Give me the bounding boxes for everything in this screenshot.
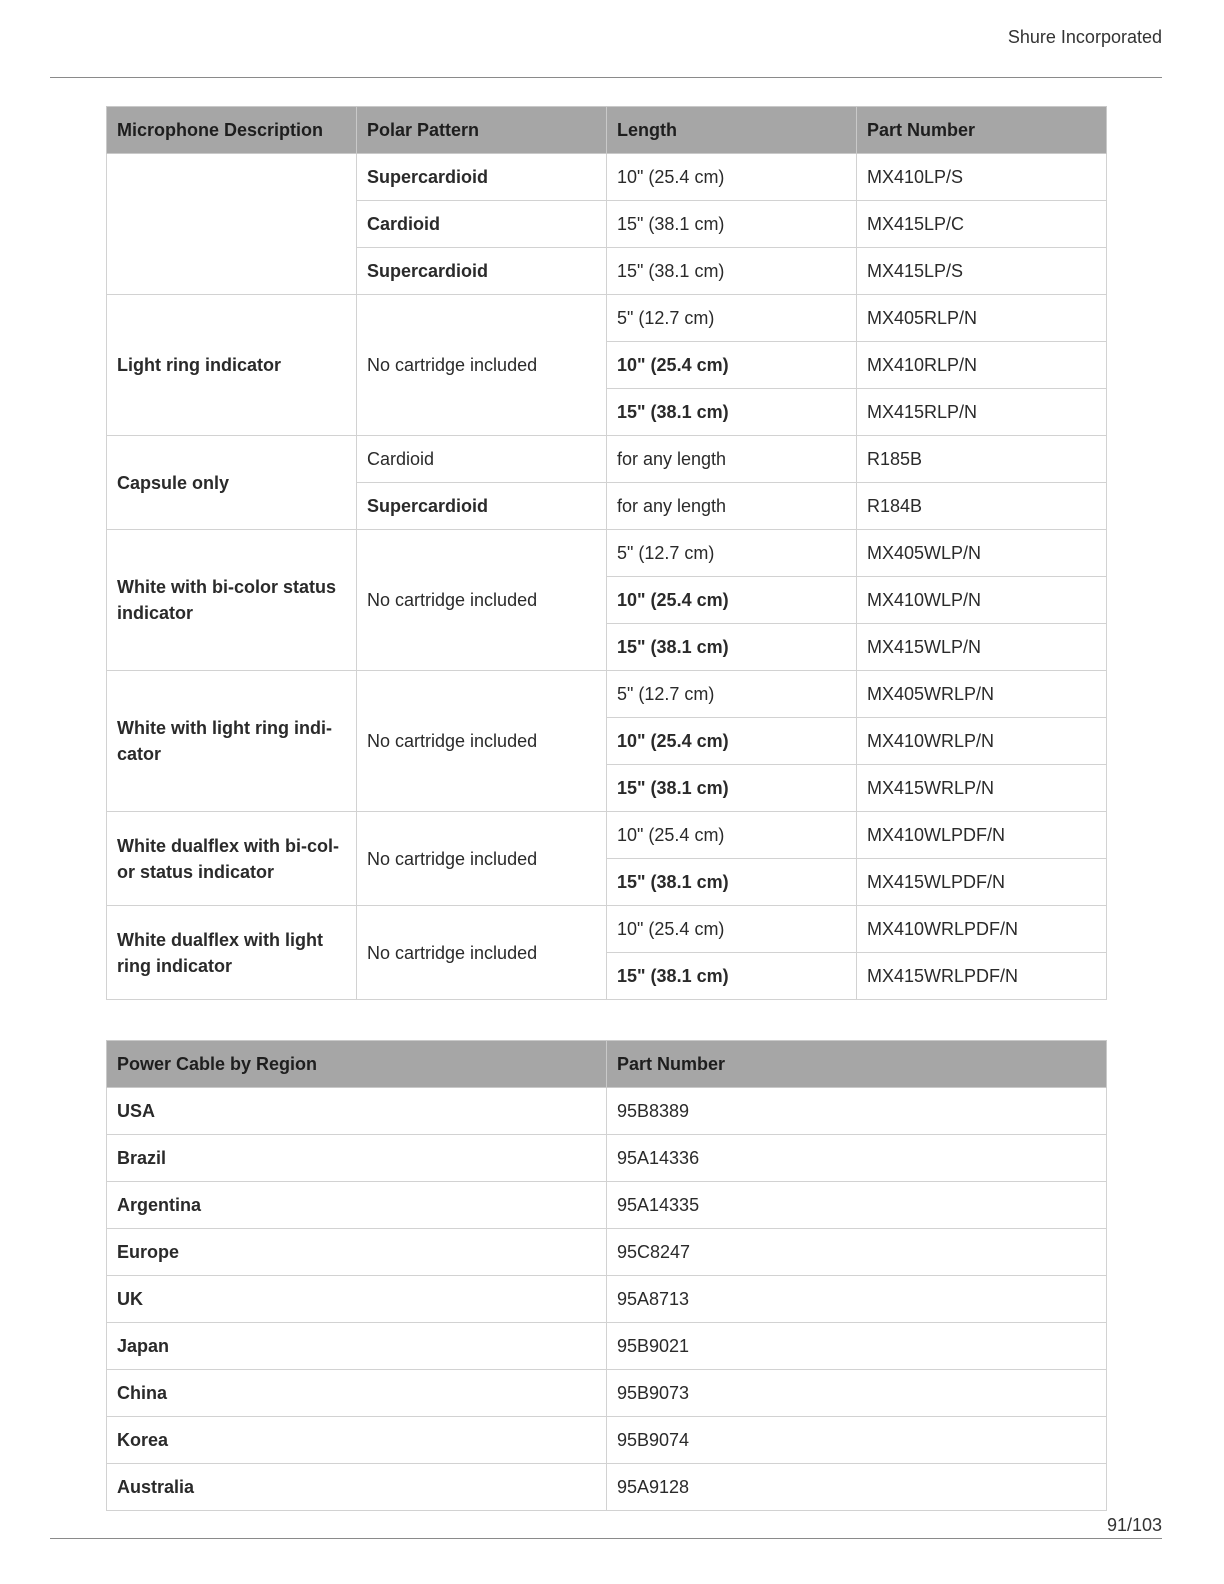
region-cell: China xyxy=(107,1370,607,1417)
part-cell: 95B9074 xyxy=(607,1417,1107,1464)
part-cell: MX415WRLPDF/N xyxy=(857,953,1107,1000)
table-header-row xyxy=(107,1041,1107,1088)
description-cell xyxy=(107,154,357,295)
polar-cell: Cardioid xyxy=(357,201,607,248)
length-cell: 10" (25.4 cm) xyxy=(607,812,857,859)
table-row xyxy=(107,1323,1107,1370)
table-row xyxy=(107,436,1107,483)
length-cell: for any length xyxy=(607,436,857,483)
length-cell: 5" (12.7 cm) xyxy=(607,295,857,342)
table-row xyxy=(107,1182,1107,1229)
region-cell: Argentina xyxy=(107,1182,607,1229)
column-header: Power Cable by Region xyxy=(107,1041,607,1088)
part-cell: MX405RLP/N xyxy=(857,295,1107,342)
description-cell: White with light ring indi-cator xyxy=(107,671,357,812)
region-cell: Europe xyxy=(107,1229,607,1276)
table-row xyxy=(107,1370,1107,1417)
page-header xyxy=(50,0,1162,78)
part-cell: 95C8247 xyxy=(607,1229,1107,1276)
polar-cell: Supercardioid xyxy=(357,483,607,530)
length-cell: 15" (38.1 cm) xyxy=(607,624,857,671)
table-row xyxy=(107,1088,1107,1135)
page-number: 91/103 xyxy=(1106,1515,1162,1535)
part-cell: MX410WRLP/N xyxy=(857,718,1107,765)
table-row xyxy=(107,1135,1107,1182)
page-footer xyxy=(50,1515,1162,1539)
description-cell: White dualflex with light ring indicator xyxy=(107,906,357,1000)
part-cell: MX410RLP/N xyxy=(857,342,1107,389)
part-cell: R185B xyxy=(857,436,1107,483)
table-row xyxy=(107,1276,1107,1323)
power-cable-table xyxy=(106,1040,1107,1511)
region-cell: UK xyxy=(107,1276,607,1323)
table-row xyxy=(107,295,1107,342)
part-cell: MX410WLPDF/N xyxy=(857,812,1107,859)
description-cell: White with bi-color status indicator xyxy=(107,530,357,671)
region-cell: USA xyxy=(107,1088,607,1135)
polar-cell: No cartridge included xyxy=(357,530,607,671)
column-header: Polar Pattern xyxy=(357,107,607,154)
table-row xyxy=(107,154,1107,201)
part-cell: R184B xyxy=(857,483,1107,530)
column-header: Part Number xyxy=(607,1041,1107,1088)
table-row xyxy=(107,1229,1107,1276)
part-cell: MX405WLP/N xyxy=(857,530,1107,577)
length-cell: 15" (38.1 cm) xyxy=(607,389,857,436)
part-cell: MX410LP/S xyxy=(857,154,1107,201)
table-row xyxy=(107,671,1107,718)
length-cell: 15" (38.1 cm) xyxy=(607,248,857,295)
polar-cell: Cardioid xyxy=(357,436,607,483)
table-header-row xyxy=(107,107,1107,154)
description-cell: White dualflex with bi-col-or status indicator xyxy=(107,812,357,906)
part-cell: MX415WLPDF/N xyxy=(857,859,1107,906)
polar-cell: Supercardioid xyxy=(357,154,607,201)
part-cell: MX415RLP/N xyxy=(857,389,1107,436)
length-cell: 15" (38.1 cm) xyxy=(607,201,857,248)
length-cell: 5" (12.7 cm) xyxy=(607,671,857,718)
description-cell: Capsule only xyxy=(107,436,357,530)
length-cell: for any length xyxy=(607,483,857,530)
description-cell: Light ring indicator xyxy=(107,295,357,436)
region-cell: Japan xyxy=(107,1323,607,1370)
part-cell: 95A8713 xyxy=(607,1276,1107,1323)
polar-cell: No cartridge included xyxy=(357,671,607,812)
length-cell: 10" (25.4 cm) xyxy=(607,577,857,624)
company-name: Shure Incorporated xyxy=(1007,27,1162,47)
microphone-parts-table xyxy=(106,106,1107,1000)
length-cell: 15" (38.1 cm) xyxy=(607,765,857,812)
part-cell: MX415WLP/N xyxy=(857,624,1107,671)
length-cell: 10" (25.4 cm) xyxy=(607,154,857,201)
length-cell: 5" (12.7 cm) xyxy=(607,530,857,577)
table-row xyxy=(107,1417,1107,1464)
polar-cell: No cartridge included xyxy=(357,906,607,1000)
part-cell: 95B9073 xyxy=(607,1370,1107,1417)
table-row xyxy=(107,812,1107,859)
part-cell: MX410WLP/N xyxy=(857,577,1107,624)
table-row xyxy=(107,906,1107,953)
table-row xyxy=(107,530,1107,577)
part-cell: MX405WRLP/N xyxy=(857,671,1107,718)
length-cell: 10" (25.4 cm) xyxy=(607,718,857,765)
part-cell: 95A9128 xyxy=(607,1464,1107,1511)
region-cell: Korea xyxy=(107,1417,607,1464)
part-cell: MX415LP/C xyxy=(857,201,1107,248)
column-header: Part Number xyxy=(857,107,1107,154)
part-cell: 95A14335 xyxy=(607,1182,1107,1229)
region-cell: Brazil xyxy=(107,1135,607,1182)
polar-cell: Supercardioid xyxy=(357,248,607,295)
part-cell: MX415WRLP/N xyxy=(857,765,1107,812)
length-cell: 15" (38.1 cm) xyxy=(607,953,857,1000)
part-cell: 95A14336 xyxy=(607,1135,1107,1182)
part-cell: MX415LP/S xyxy=(857,248,1107,295)
part-cell: MX410WRLPDF/N xyxy=(857,906,1107,953)
polar-cell: No cartridge included xyxy=(357,295,607,436)
column-header: Microphone Description xyxy=(107,107,357,154)
region-cell: Australia xyxy=(107,1464,607,1511)
length-cell: 10" (25.4 cm) xyxy=(607,906,857,953)
length-cell: 15" (38.1 cm) xyxy=(607,859,857,906)
length-cell: 10" (25.4 cm) xyxy=(607,342,857,389)
column-header: Length xyxy=(607,107,857,154)
part-cell: 95B9021 xyxy=(607,1323,1107,1370)
polar-cell: No cartridge included xyxy=(357,812,607,906)
part-cell: 95B8389 xyxy=(607,1088,1107,1135)
table-row xyxy=(107,1464,1107,1511)
